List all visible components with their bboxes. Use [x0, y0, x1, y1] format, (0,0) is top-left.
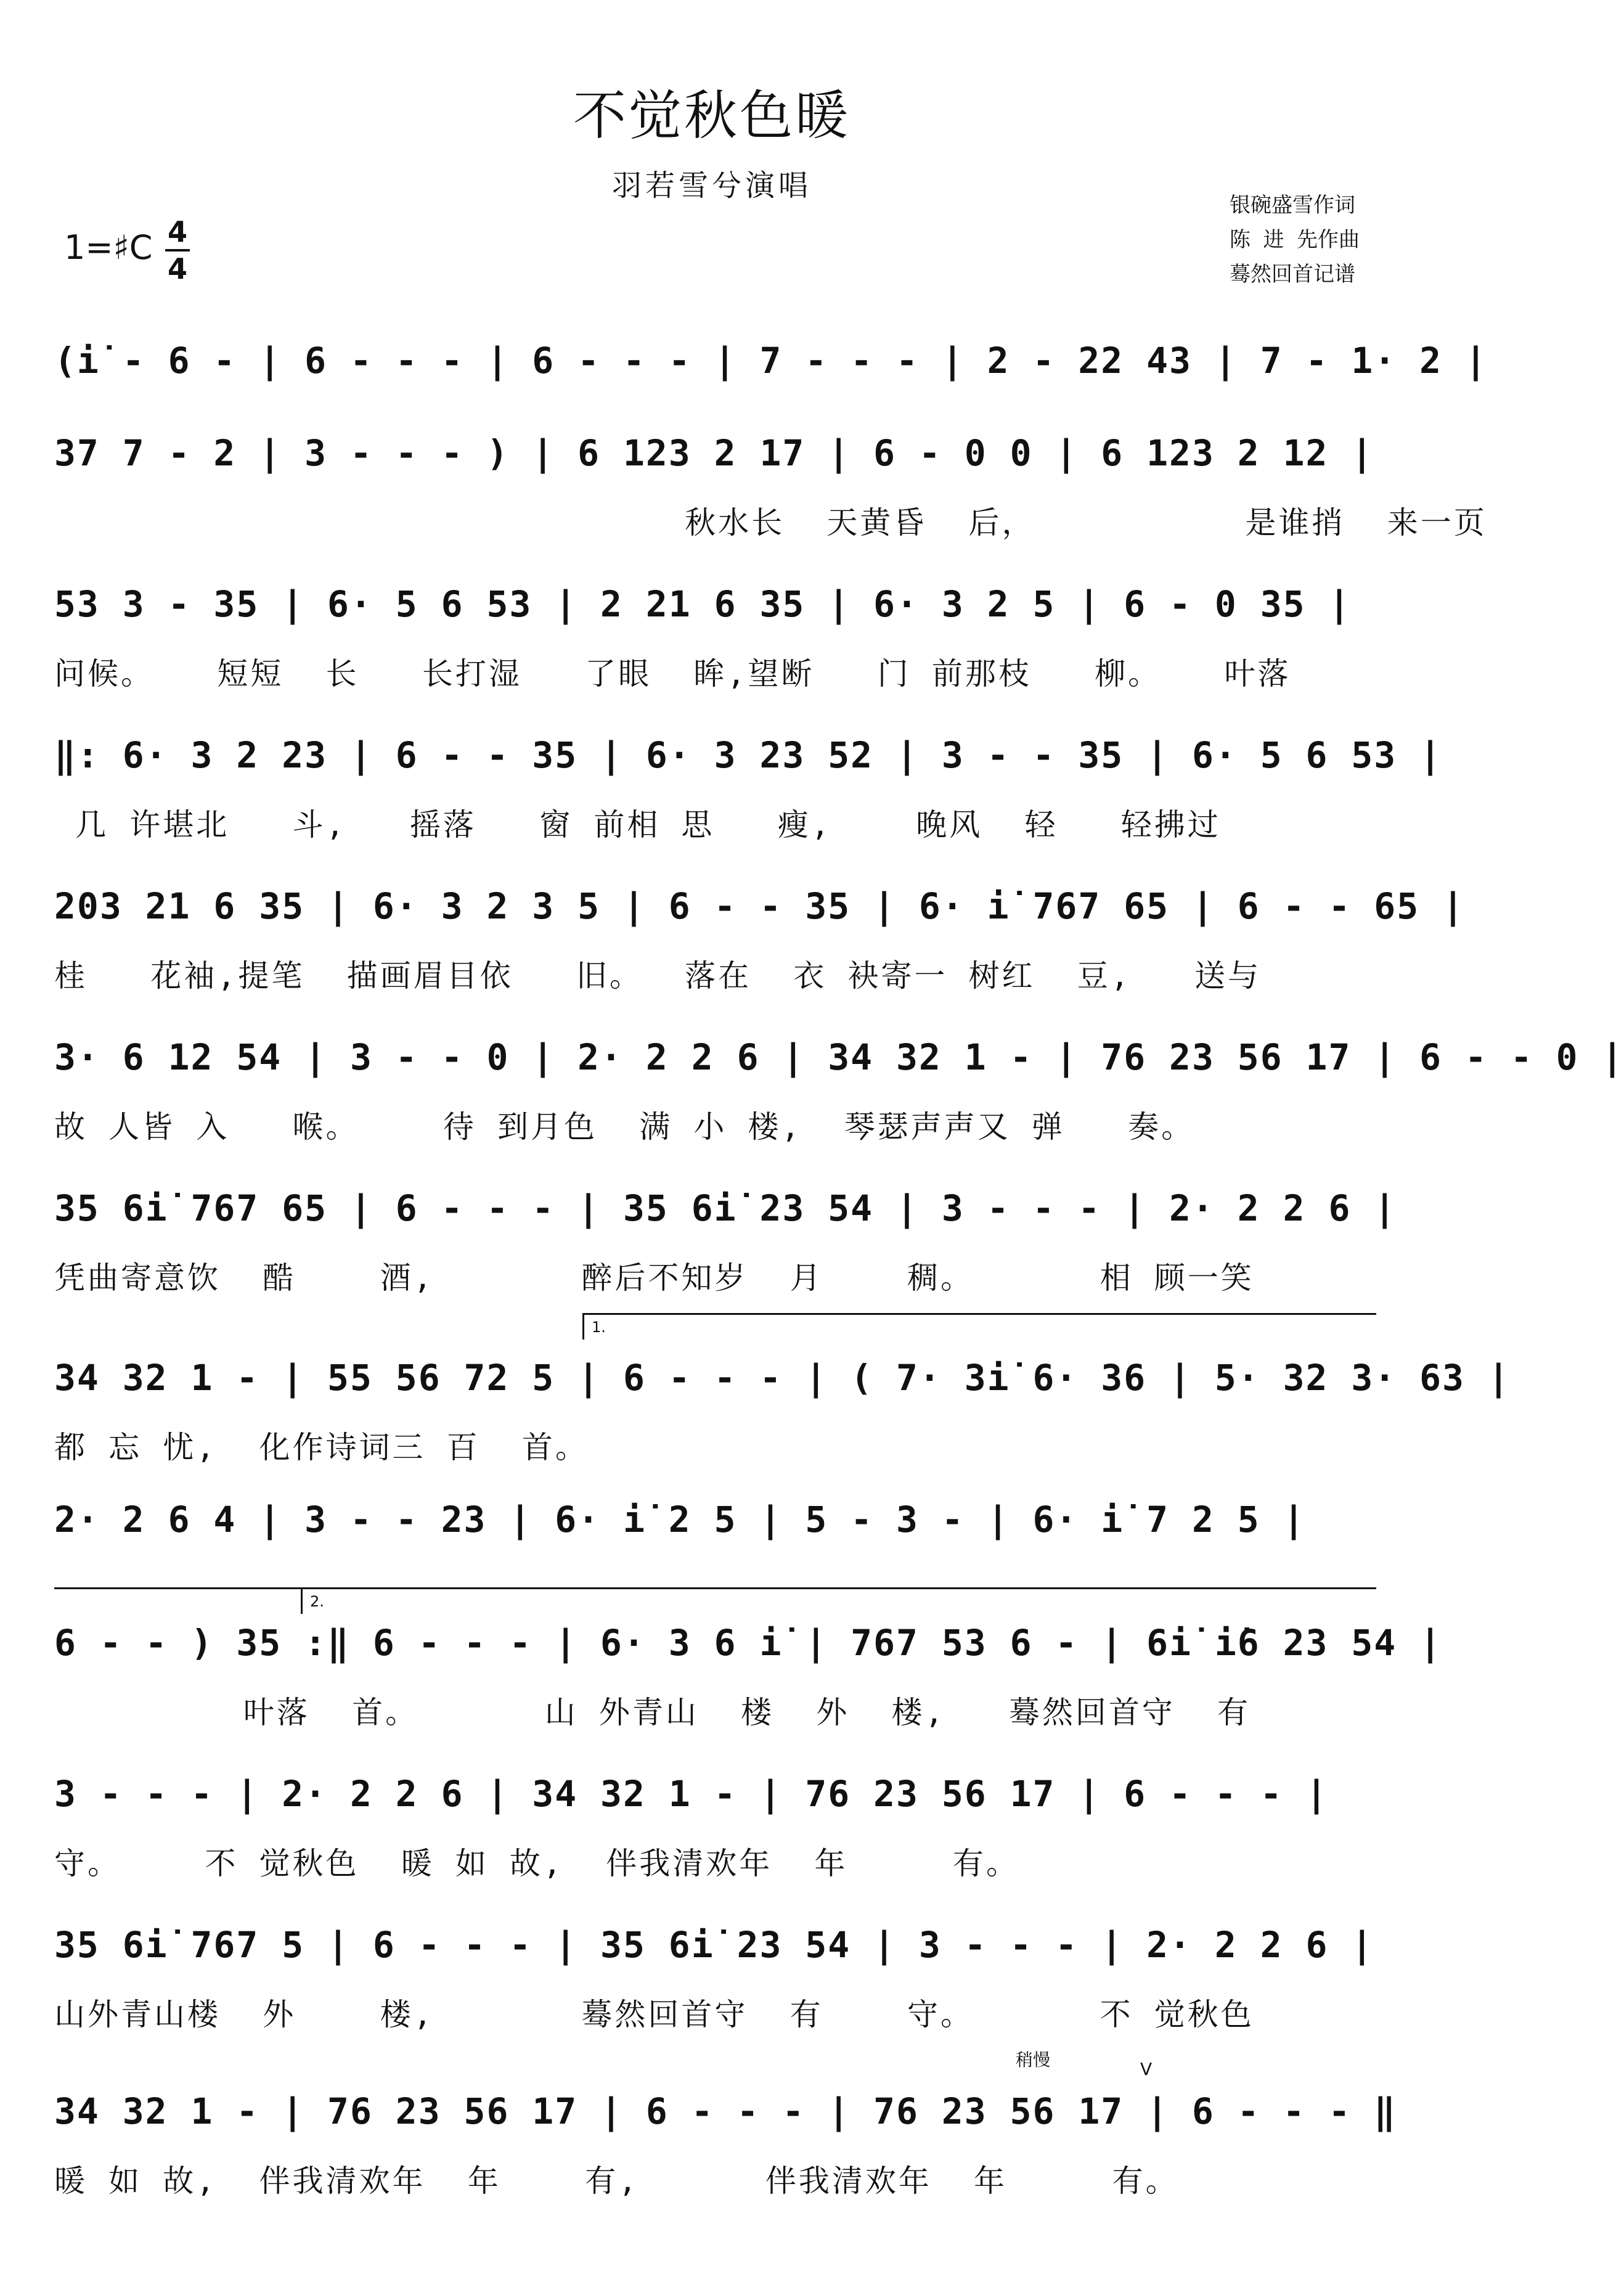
lyrics-line: 凭曲寄意饮 酷 酒, 醉后不知岁 月 稠。 相 顾一笑	[54, 1260, 1254, 1296]
notes-line: 203 21 6 35 | 6· 3 2 3 5 | 6 - - 35 | 6· i̇ 767 65 | 6 - - 65 |	[54, 885, 1465, 927]
notes-line: 3 - - - | 2· 2 2 6 | 34 32 1 - | 76 23 56 17 | 6 - - - |	[54, 1773, 1329, 1815]
key-signature: 1=♯C	[64, 228, 153, 267]
song-title: 不觉秋色暖	[573, 85, 851, 147]
lyrics-line: 秋水长 天黄昏 后， 是谁捎 来一页	[54, 505, 1487, 541]
notes-line: (i̇ - 6 - | 6 - - - | 6 - - - | 7 - - - | 2 - 22 43 | 7 - 1· 2 |	[54, 340, 1488, 382]
notes-line: 2· 2 6 4 | 3 - - 23 | 6· i̇ 2 5 | 5 - 3 - | 6· i̇ 7 2 5 |	[54, 1499, 1306, 1540]
lyricist-credit: 银碗盛雪作词	[1230, 193, 1355, 218]
lyrics-line: 故 人皆 入 喉。 待 到月色 满 小 楼, 琴瑟声声又 弹 奏。	[54, 1109, 1195, 1145]
volta-2	[301, 1587, 1376, 1614]
lyrics-line: 山外青山楼 外 楼, 蓦然回首守 有 守。 不 觉秋色	[54, 1997, 1254, 2032]
notes-line: 53 3 - 35 | 6· 5 6 53 | 2 21 6 35 | 6· 3 2 5 | 6 - 0 35 |	[54, 583, 1352, 625]
notes-line: 3· 6 12 54 | 3 - - 0 | 2· 2 2 6 | 34 32 1 - | 76 23 56 17 | 6 - - 0 |	[54, 1036, 1624, 1078]
notes-line: 6 - - ) 35 :‖ 6 - - - | 6· 3 6 i̇ | 767 53 6 - | 6i̇ i̇6 23 54 |	[54, 1622, 1443, 1664]
volta-1-continued	[54, 1587, 301, 1614]
lyrics-line: 暖 如 故, 伴我清欢年 年 有, 伴我清欢年 年 有。	[54, 2163, 1179, 2199]
notes-line: ‖: 6· 3 2 23 | 6 - - 35 | 6· 3 23 52 | 3 - - 35 | 6· 5 6 53 |	[54, 734, 1443, 776]
lyrics-line: 问候。 短短 长 长打湿 了眼 眸,望断 门 前那枝 柳。 叶落	[54, 656, 1291, 692]
volta-1-label: 1.	[592, 1319, 606, 1336]
lyrics-line: 都 忘 忧, 化作诗词三 百 首。	[54, 1430, 589, 1465]
time-signature	[165, 216, 190, 285]
breath-mark: V	[1140, 2059, 1153, 2079]
transcriber-credit: 蓦然回首记谱	[1230, 262, 1355, 287]
slow-marking: 稍慢	[1016, 2050, 1051, 2070]
notes-line: 34 32 1 - | 55 56 72 5 | 6 - - - | ( 7· 3i̇ 6· 36 | 5· 32 3· 63 |	[54, 1357, 1511, 1399]
time-top: 4	[167, 215, 187, 248]
volta-2-label: 2.	[310, 1593, 324, 1610]
lyrics-line: 守。 不 觉秋色 暖 如 故, 伴我清欢年 年 有。	[54, 1846, 1019, 1881]
notes-line: 35 6i̇ 767 5 | 6 - - - | 35 6i̇ 23 54 | 3 - - - | 2· 2 2 6 |	[54, 1924, 1374, 1966]
lyrics-line: 几 许堪北 斗, 摇落 窗 前相 思 瘦, 晚风 轻 轻拂过	[54, 807, 1221, 843]
time-bottom: 4	[167, 252, 187, 285]
lyrics-line: 叶落 首。 山 外青山 楼 外 楼, 蓦然回首守 有	[54, 1695, 1251, 1730]
time-divider	[165, 249, 190, 252]
credits	[1230, 188, 1360, 292]
notes-line: 35 6i̇ 767 65 | 6 - - - | 35 6i̇ 23 54 | 3 - - - | 2· 2 2 6 |	[54, 1187, 1397, 1229]
notes-line: 37 7 - 2 | 3 - - - ) | 6 123 2 17 | 6 - 0 0 | 6 123 2 12 |	[54, 432, 1374, 474]
performer: 羽若雪兮演唱	[611, 168, 812, 203]
composer-credit: 陈 进 先作曲	[1230, 227, 1360, 252]
notes-line: 34 32 1 - | 76 23 56 17 | 6 - - - | 76 23 56 17 | 6 - - - ‖	[54, 2090, 1397, 2132]
lyrics-line: 桂 花袖,提笔 描画眉目依 旧。 落在 衣 袂寄一 树红 豆, 送与	[54, 958, 1262, 994]
volta-1	[582, 1313, 1376, 1340]
